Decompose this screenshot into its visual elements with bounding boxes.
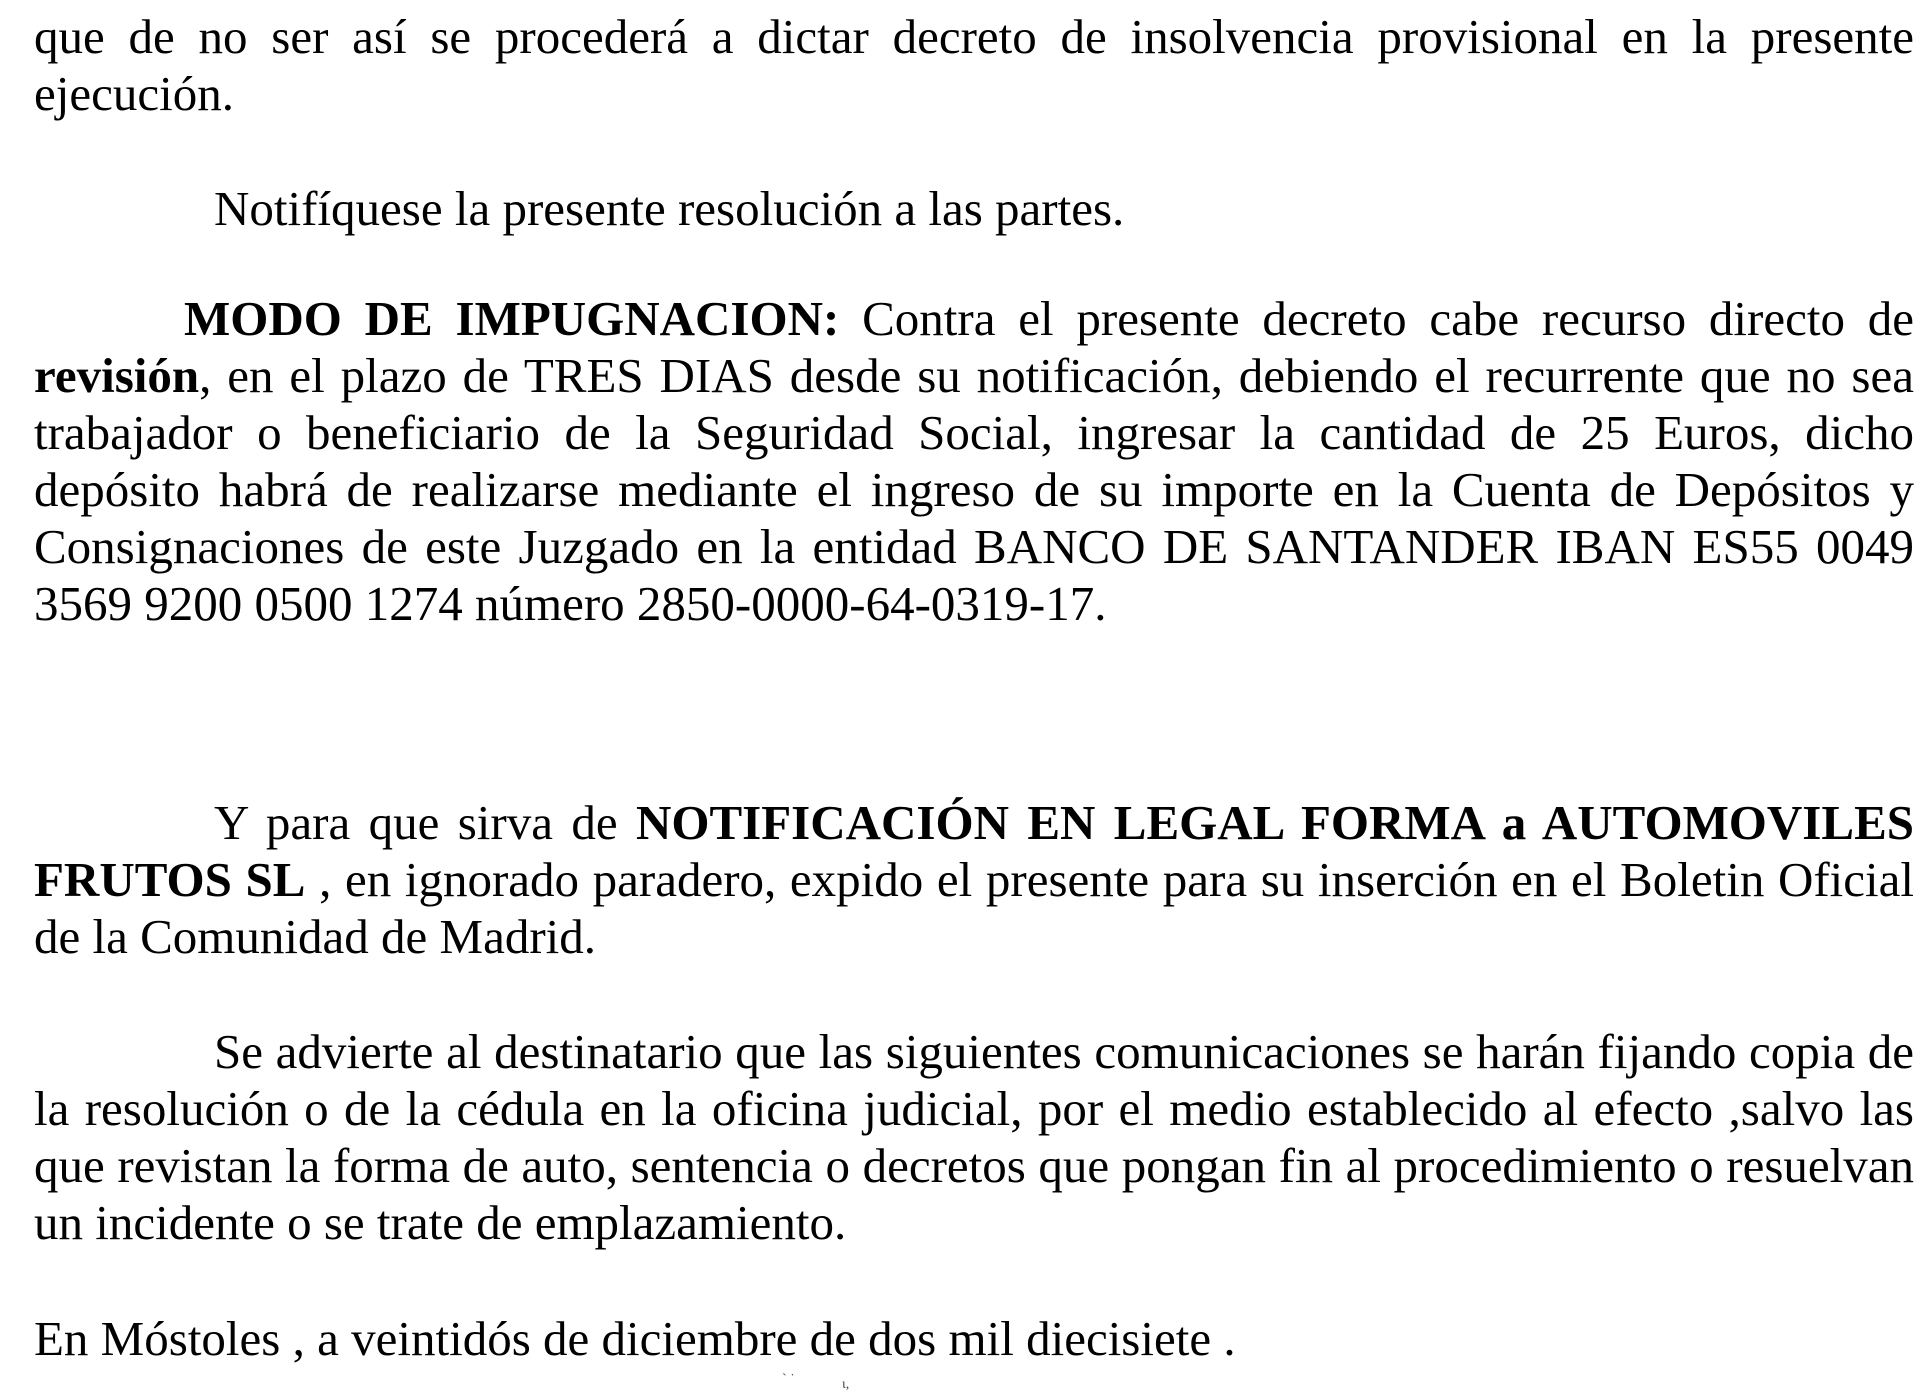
notificacion-text-2: , en ignorado paradero, expido el presente para su inserción en el Boletin Oficial de la Comunidad de Madrid.	[34, 852, 1914, 964]
paragraph-notificacion-partes: Notifíquese la presente resolución a las partes.	[214, 181, 1125, 236]
revision-term: revisión	[34, 348, 200, 403]
notificacion-legal-forma: NOTIFICACIÓN EN LEGAL FORMA a AUTOMOVILES FRUTOS SL	[34, 795, 1914, 907]
paragraph-insolvencia: que de no ser así se procederá a dictar decreto de insolvencia provisional en la presente ejecución.	[34, 9, 1914, 121]
scan-artifact: ˋ ˙	[782, 1372, 795, 1387]
impugnacion-heading: MODO DE IMPUGNACION:	[184, 291, 840, 346]
scan-artifact: ι,	[842, 1377, 850, 1392]
paragraph-advertencia: Se advierte al destinatario que las siguientes comunicaciones se harán fijando copia de la resolución o de la cédula en la oficina judicial, por el medio establecido al efecto ,salvo las que revistan la forma de auto, sentencia o decretos que pongan fin al procedimiento o resuelvan un incidente o se trate de emplazamiento.	[34, 1024, 1914, 1250]
paragraph-modo-impugnacion	[34, 290, 1914, 632]
impugnacion-text-1: Contra el presente decreto cabe recurso directo de	[839, 291, 1914, 346]
paragraph-fecha-lugar: En Móstoles , a veintidós de diciembre de dos mil diecisiete .	[34, 1311, 1236, 1366]
paragraph-notificacion-legal	[34, 794, 1914, 965]
notificacion-text-1: Y para que sirva de	[214, 795, 636, 850]
impugnacion-text-2: , en el plazo de TRES DIAS desde su notificación, debiendo el recurrente que no sea trabajador o beneficiario de la Seguridad Social, ingresar la cantidad de 25 Euros, dicho depósito habrá de realizarse mediante el ingreso de su importe en la Cuenta de Depósitos y Consignaciones de este Juzgado en la entidad BANCO DE SANTANDER IBAN ES55 0049 3569 9200 0500 1274 número 2850-0000-64-0319-17.	[34, 348, 1914, 631]
